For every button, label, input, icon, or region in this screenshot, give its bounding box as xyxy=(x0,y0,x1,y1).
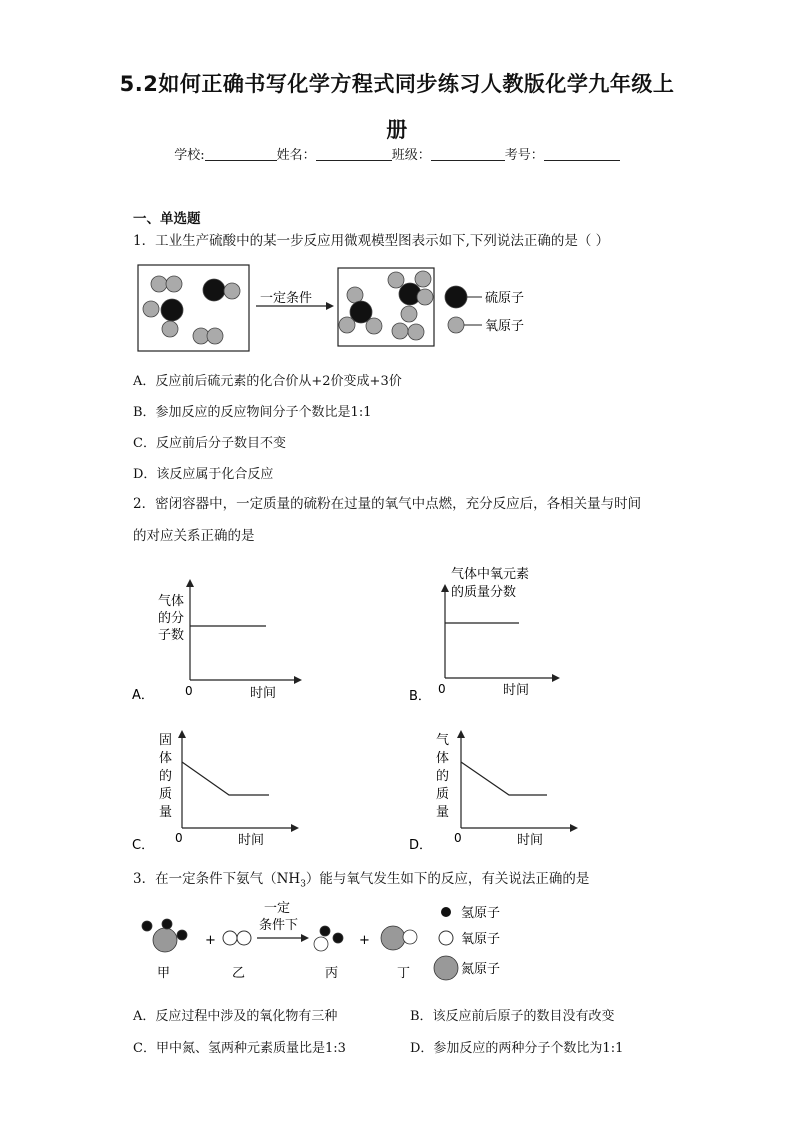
section-heading: 一、单选题 xyxy=(133,211,201,227)
q2-stem-line1: 2．密闭容器中，一定质量的硫粉在过量的氧气中点燃，充分反应后，各相关量与时间 xyxy=(133,496,642,512)
q3-arrow-bottom: 条件下 xyxy=(259,918,299,933)
q1-stem: 1．工业生产硫酸中的某一步反应用微观模型图表示如下,下列说法正确的是（ ） xyxy=(133,233,610,249)
q3-stem-pre: 3．在一定条件下氨气（NH xyxy=(133,871,301,887)
q3-option-c[interactable]: C．甲中氮、氢两种元素质量比是1:3 xyxy=(133,1041,346,1056)
school-label: 学校: xyxy=(174,148,205,163)
q3-stem xyxy=(133,869,589,895)
q3-plus-2: + xyxy=(359,933,370,948)
chart-c-origin: 0 xyxy=(175,831,183,845)
chart-a-letter: A． xyxy=(132,688,154,703)
document-title-line2: 册 xyxy=(386,118,408,142)
chart-a-origin: 0 xyxy=(185,684,193,698)
label-ding: 丁 xyxy=(397,966,411,981)
nitrogen-legend-icon xyxy=(434,956,458,980)
q2-chart-d[interactable] xyxy=(407,722,587,854)
chart-a-ylabel-3: 子数 xyxy=(158,628,185,643)
chart-d-letter: D． xyxy=(409,838,433,853)
oxygen-legend-icon xyxy=(448,317,464,333)
chart-a-xlabel: 时间 xyxy=(250,686,277,701)
q1-option-b[interactable]: B．参加反应的反应物间分子个数比是1:1 xyxy=(133,405,372,420)
document-title-line1: 5.2如何正确书写化学方程式同步练习人教版化学九年级上 xyxy=(119,72,675,96)
chart-d-ylabel-5: 量 xyxy=(436,805,450,820)
chart-c-ylabel-2: 体 xyxy=(159,751,173,766)
chart-c-ylabel-5: 量 xyxy=(159,805,173,820)
molecule-ding xyxy=(381,926,417,950)
q3-arrow-top: 一定 xyxy=(264,901,291,916)
q2-chart-a[interactable] xyxy=(130,575,310,705)
reactant-molecules xyxy=(143,276,240,344)
hydrogen-legend-icon xyxy=(441,907,451,917)
chart-d-ylabel-4: 质 xyxy=(436,787,450,802)
chart-b-ylabel-1: 气体中氧元素 xyxy=(451,567,530,582)
chart-b-origin: 0 xyxy=(438,682,446,696)
chart-d-origin: 0 xyxy=(454,831,462,845)
class-blank[interactable] xyxy=(431,146,505,161)
name-blank[interactable] xyxy=(316,146,392,161)
chart-b-letter: B． xyxy=(409,689,431,704)
school-blank[interactable] xyxy=(205,146,277,161)
molecule-jia xyxy=(142,919,187,952)
student-info-line xyxy=(0,144,794,163)
q1-molecule-diagram xyxy=(130,260,550,360)
molecule-bing xyxy=(314,926,343,951)
q3-option-b[interactable]: B．该反应前后原子的数目没有改变 xyxy=(410,1009,615,1024)
chart-d-xlabel: 时间 xyxy=(517,833,544,848)
molecule-yi xyxy=(223,931,251,945)
q3-option-d[interactable]: D．参加反应的两种分子个数比为1:1 xyxy=(410,1041,624,1056)
label-yi: 乙 xyxy=(232,966,246,981)
class-label: 班级： xyxy=(391,148,431,163)
chart-d-ylabel-3: 的 xyxy=(436,769,450,784)
chart-a-ylabel-2: 的分 xyxy=(158,611,185,626)
q3-option-a[interactable]: A．反应过程中涉及的氧化物有三种 xyxy=(133,1009,338,1024)
label-jia: 甲 xyxy=(157,966,171,981)
q2-chart-b[interactable] xyxy=(407,562,587,704)
q3-plus-1: + xyxy=(205,933,216,948)
chart-b-xlabel: 时间 xyxy=(503,683,530,698)
sulfur-legend-icon xyxy=(445,286,467,308)
chart-c-ylabel-4: 质 xyxy=(159,787,173,802)
q2-stem-line2: 的对应关系正确的是 xyxy=(133,528,255,544)
chart-c-ylabel-3: 的 xyxy=(159,769,173,784)
product-molecules xyxy=(339,271,433,340)
legend-sulfur-label: 硫原子 xyxy=(485,291,525,306)
legend-nitrogen: 氮原子 xyxy=(461,962,501,977)
chart-c-xlabel: 时间 xyxy=(238,833,265,848)
chart-d-ylabel-1: 气 xyxy=(436,733,450,748)
id-blank[interactable] xyxy=(544,146,620,161)
chart-c-data-line xyxy=(182,762,269,795)
q1-option-d[interactable]: D．该反应属于化合反应 xyxy=(133,467,274,482)
oxygen-legend-icon-q3 xyxy=(439,931,453,945)
chart-c-letter: C． xyxy=(132,838,155,853)
q3-stem-sub: 3 xyxy=(300,879,306,890)
legend-oxygen-label: 氧原子 xyxy=(485,319,525,334)
q1-option-c[interactable]: C．反应前后分子数目不变 xyxy=(133,436,286,451)
chart-d-data-line xyxy=(461,762,547,795)
chart-c-ylabel-1: 固 xyxy=(159,733,173,748)
q1-arrow-label: 一定条件 xyxy=(260,291,313,306)
q2-chart-c[interactable] xyxy=(130,722,310,854)
chart-a-ylabel-1: 气体 xyxy=(158,594,185,609)
q1-option-a[interactable]: A．反应前后硫元素的化合价从+2价变成+3价 xyxy=(133,374,402,389)
legend-hydrogen: 氢原子 xyxy=(461,906,501,921)
label-bing: 丙 xyxy=(325,966,339,981)
name-label: 姓名： xyxy=(276,148,316,163)
id-label: 考号： xyxy=(504,148,544,163)
chart-b-ylabel-2: 的质量分数 xyxy=(451,585,517,600)
q3-stem-post: ）能与氧气发生如下的反应，有关说法正确的是 xyxy=(305,871,590,887)
chart-d-ylabel-2: 体 xyxy=(436,751,450,766)
q3-reaction-diagram xyxy=(135,893,535,985)
legend-oxygen-q3: 氧原子 xyxy=(461,932,501,947)
